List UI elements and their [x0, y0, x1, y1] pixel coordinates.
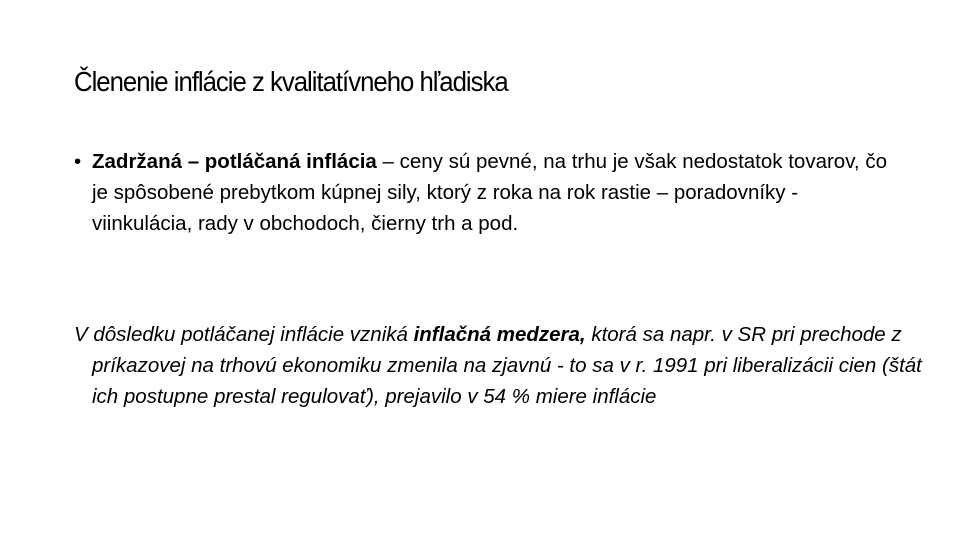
bullet-marker: •: [74, 150, 82, 173]
paragraph-after: ktorá sa napr. v SR pri prechode z príkazovej na trhovú ekonomiku zmenila na zjavnú - to sa v r. 1991 pri liberalizácii cien (štát ich postupne prestal regulovať), prejavilo v 54 % miere inflácie: [92, 323, 922, 408]
paragraph-emphasis: inflačná medzera,: [413, 323, 586, 346]
italic-paragraph: [74, 319, 922, 412]
paragraph-before: V dôsledku potláčanej inflácie vzniká: [74, 323, 414, 346]
bullet-point: [74, 146, 892, 239]
bullet-text: – ceny sú pevné, na trhu je však nedostatok tovarov, čo je spôsobené prebytkom kúpnej sily, ktorý z roka na rok rastie – poradovníky - viinkulácia, rady v obchodoch, čierny trh a pod.: [92, 150, 887, 235]
slide-title: Členenie inflácie z kvalitatívneho hľadiska: [74, 66, 508, 97]
bullet-term: Zadržaná – potláčaná inflácia: [92, 150, 377, 173]
